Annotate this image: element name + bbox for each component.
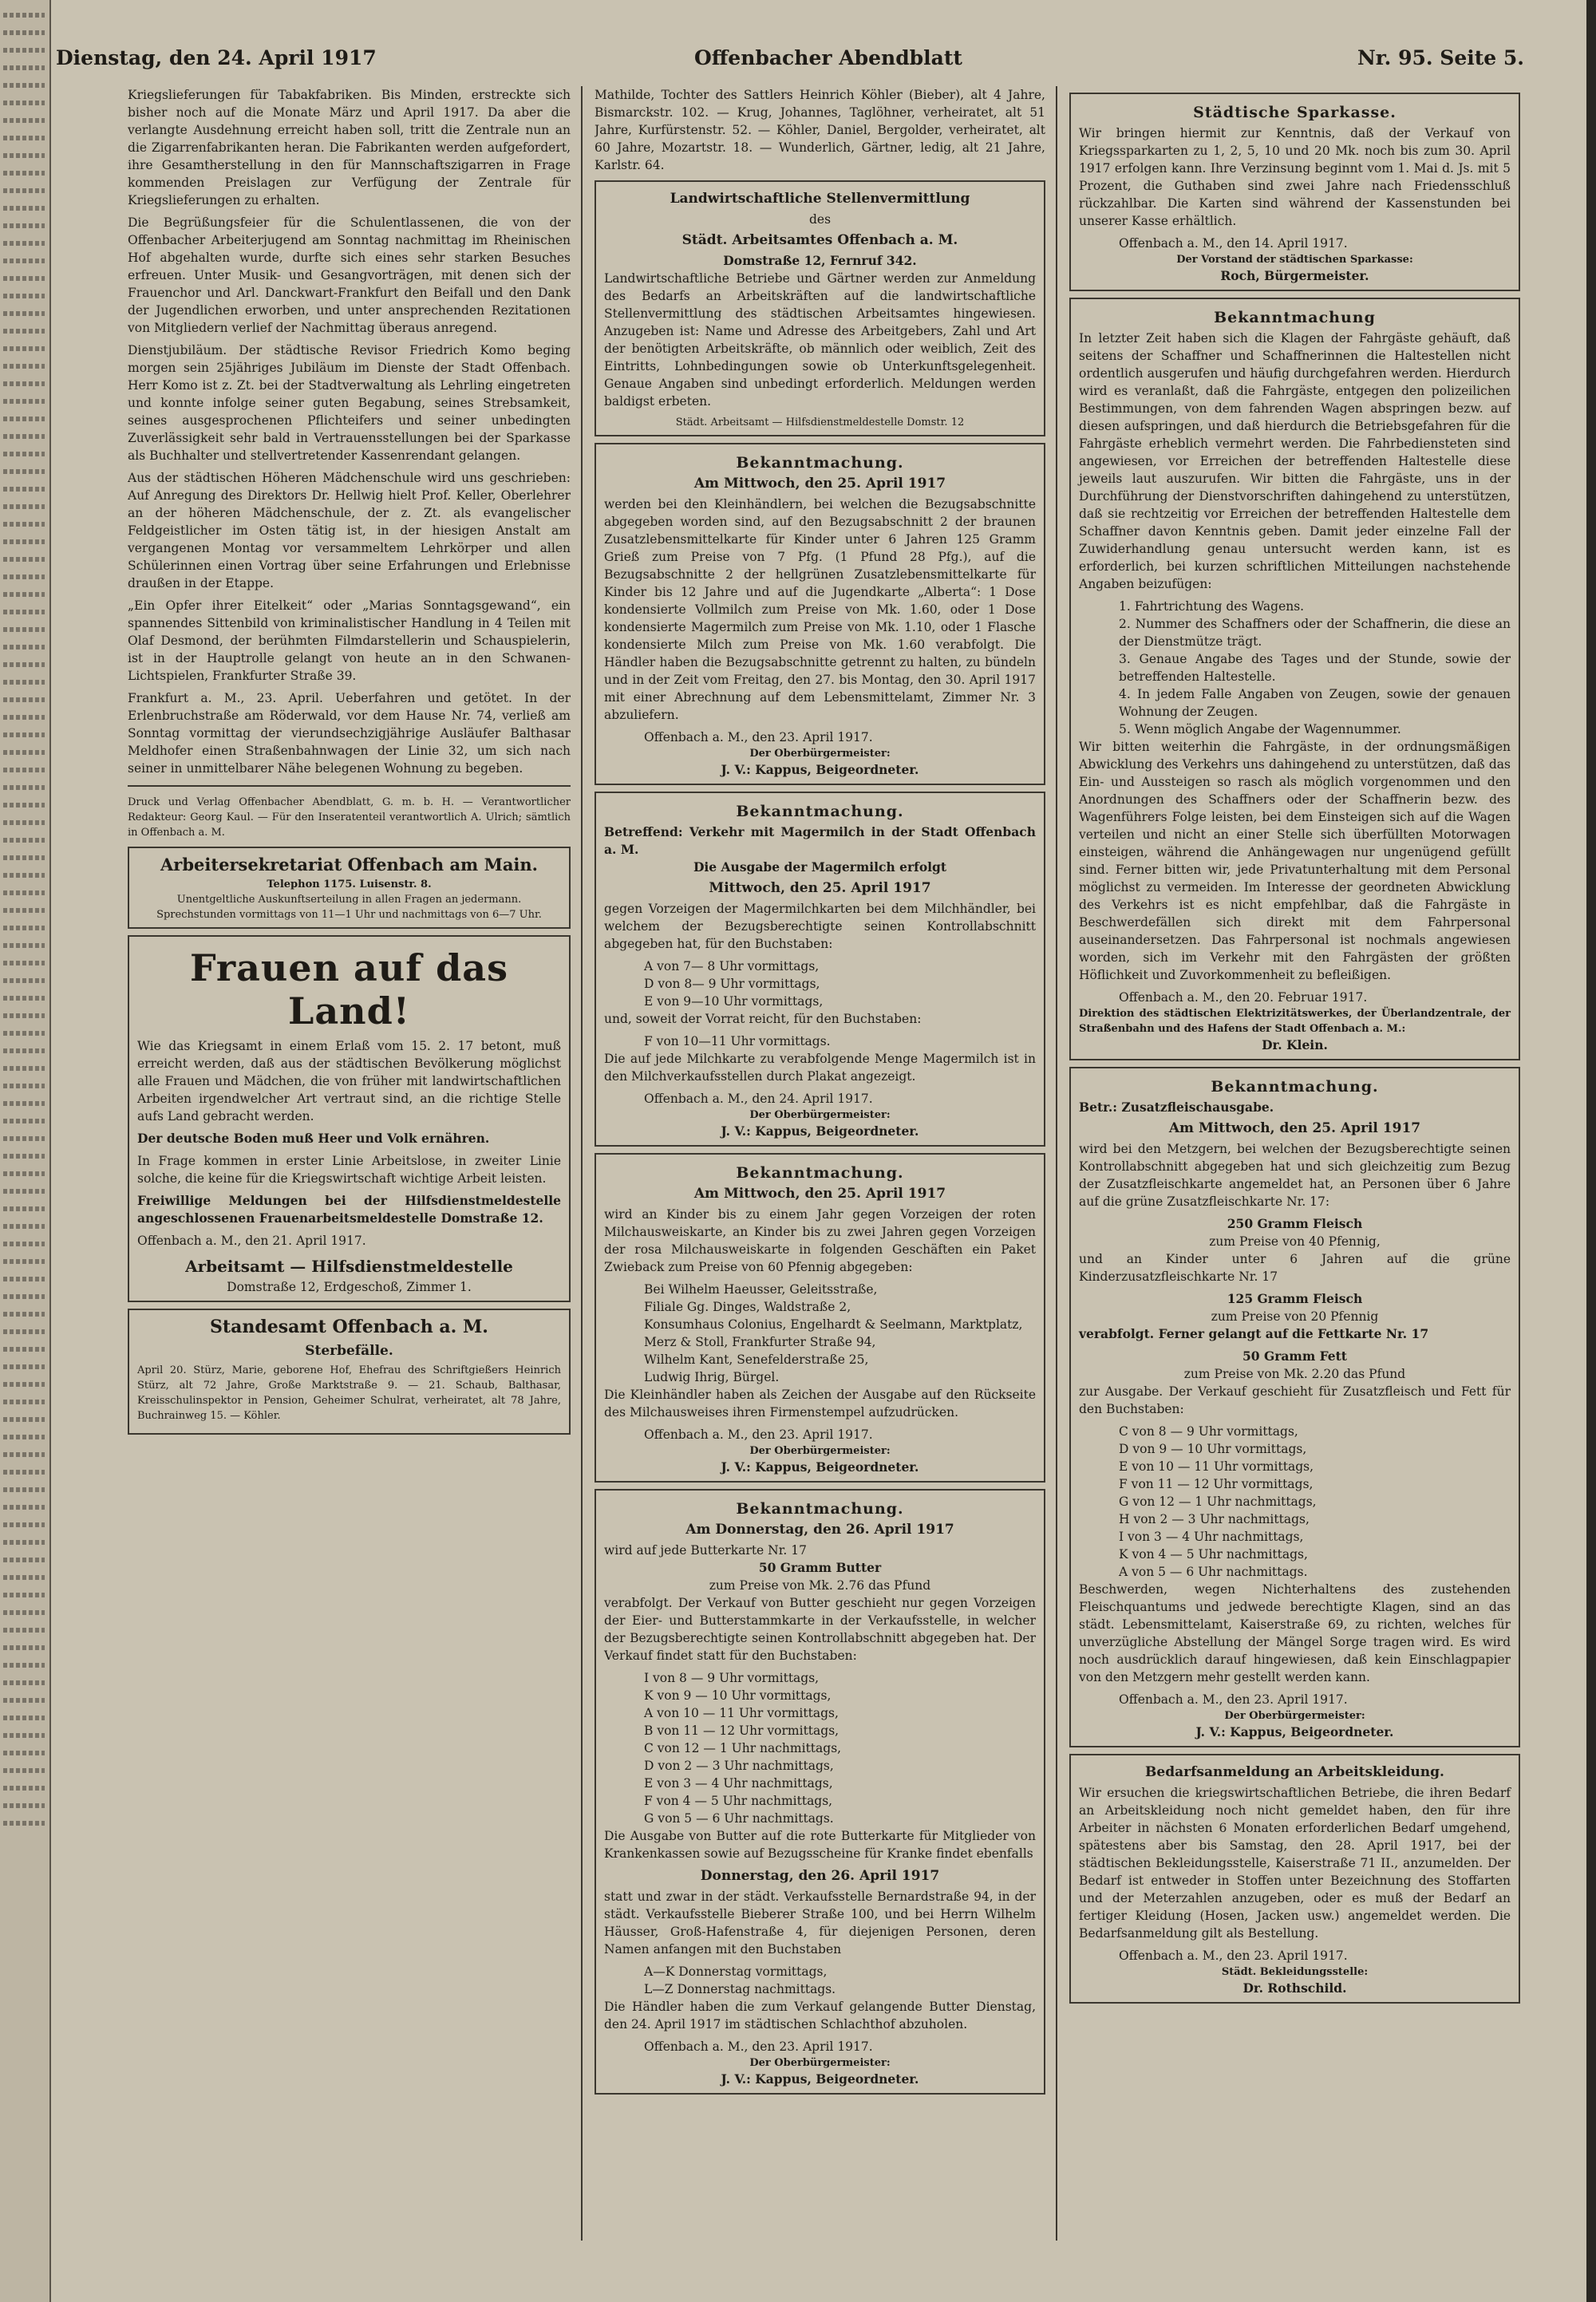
notice-bekanntmachung-1	[595, 443, 1045, 785]
notice-text: zur Ausgabe. Der Verkauf geschieht für Zusatzfleisch und Fett für den Buchstaben:	[1079, 1384, 1511, 1416]
header-date: Dienstag, den 24. April 1917	[56, 46, 377, 69]
notice-date: Offenbach a. M., den 23. April 1917.	[644, 1427, 873, 1442]
notice-text: wird an Kinder bis zu einem Jahr gegen Vorzeigen der roten Milchausweiskarte, an Kinder bis zu zwei Jahren gegen Vorzeigen der rosa Milchausweiskarte in folgenden Geschäften ein Paket Zwieback zum Preise von 60 Pfennig abgegeben:	[604, 1207, 1036, 1274]
standesamt-box	[128, 1309, 571, 1435]
list-item: Ludwig Ihrig, Bürgel.	[644, 1370, 780, 1384]
list-item: 4. In jedem Falle Angaben von Zeugen, sowie der genauen Wohnung der Zeugen.	[1119, 687, 1511, 719]
standesamt-title: Standesamt Offenbach a. M.	[210, 1317, 488, 1337]
notice-address: Domstraße 12, Fernruf 342.	[723, 253, 917, 268]
ad-headline: Frauen auf das Land!	[190, 946, 508, 1033]
list-item: A—K Donnerstag vormittags,	[644, 1964, 828, 1979]
notice-ob: Der Oberbürgermeister:	[749, 1445, 891, 1457]
notice-sign: J. V.: Kappus, Beigeordneter.	[721, 1123, 919, 1139]
list-item: D von 8— 9 Uhr vormittags,	[644, 977, 820, 991]
ad-text: Wie das Kriegsamt in einem Erlaß vom 15. 2. 17 betont, muß erreicht werden, daß aus der städtischen Bevölkerung möglichst alle Frauen und Mädchen, die von früher mit landwirtschaftlichen Arbeiten irgendwelcher Art vertraut sind, an die richtige Stelle aufs Land gebracht werden.	[137, 1039, 561, 1123]
notice-quantity: 250 Gramm Fleisch	[1227, 1216, 1363, 1231]
notice-subtitle: Betreffend: Verkehr mit Magermilch in der Stadt Offenbach a. M.	[604, 824, 1036, 857]
notice-sign: Roch, Bürgermeister.	[1220, 268, 1369, 283]
notice-sign: J. V.: Kappus, Beigeordneter.	[721, 2071, 919, 2087]
column-3	[1069, 86, 1520, 2272]
notice-title: Bekanntmachung.	[736, 1164, 904, 1182]
notice-price: zum Preise von 40 Pfennig,	[1209, 1234, 1381, 1249]
notice-text: Beschwerden, wegen Nichterhaltens des zustehenden Fleischquantums und jedwede berechtigte Klagen, sind an das städt. Lebensmittelamt, Kaiserstraße 69, zu richten, welches für unverzügliche Abstellung der Mängel Sorge tragen wird. Es wird noch ausdrücklich darauf hingewiesen, daß kein Einschlagpapier von den Metzgern mehr gestellt werden kann.	[1079, 1582, 1511, 1684]
notice-date: Offenbach a. M., den 23. April 1917.	[644, 730, 873, 744]
notice-text: Wir bitten weiterhin die Fahrgäste, in der ordnungsmäßigen Abwicklung des Verkehrs uns dahingehend zu unterstützen, daß das Ein- und Aussteigen so rasch als möglich vorgenommen und den Anordnungen des Schaffners oder der Schaffnerin bezw. des Wagenführers Folge leisten, bei dem Einsteigen sich auf die Wagen verteilen und nicht an einer Stelle sich überfüllten Motorwagen einsteigen, während die Anhängewagen nur ungenügend gefüllt sind. Ferner bitten wir, jede Privatunterhaltung mit dem Personal möglichst zu vermeiden. Im Interesse der geordneten Abwicklung des Verkehrs ist es nicht empfehlbar, daß die Fahrgäste in Beschwerdefällen sich direkt mit dem Fahrpersonal auseinandersetzen. Das Fahrpersonal ist nochmals angewiesen worden, sich im Verkehr mit den Fahrgästen der größten Höflichkeit und Zuvorkommenheit zu befleißigen.	[1079, 740, 1511, 982]
list-item: Wilhelm Kant, Senefelderstraße 25,	[644, 1352, 869, 1367]
notice-subtitle: Am Mittwoch, den 25. April 1917	[693, 476, 946, 492]
notice-price: zum Preise von Mk. 2.20 das Pfund	[1183, 1367, 1406, 1381]
notice-subtitle: Am Mittwoch, den 25. April 1917	[1168, 1120, 1421, 1136]
article-text: Dienstjubiläum. Der städtische Revisor Friedrich Komo beging morgen sein 25jähriges Jubiläum im Dienste der Stadt Offenbach. Herr Komo ist z. Zt. bei der Stadtverwaltung als Lehrling eingetreten und konnte infolge seiner guten Begabung, seines Strebsamkeit, seines ausgesprochenen Pflichteifers und seiner unbedingten Zuverlässigkeit sehr bald in Vertrauensstellungen bei der Sparkasse als Buchhalter und stellvertretender Kassenrendant gelangen.	[128, 343, 571, 463]
article-text: Frankfurt a. M., 23. April. Ueberfahren und getötet. In der Erlenbruchstraße am Röderwald, vor dem Hause Nr. 74, verließ am Sonntag vormittag der vierundsechzigjährige Ausläufer Balthasar Meldhofer einen Straßenbahnwagen der Linie 32, um sich nach seiner in unmittelbarer Nähe belegenen Wohnung zu begeben.	[128, 691, 571, 776]
article-text: Kriegslieferungen für Tabakfabriken. Bis Minden, erstreckte sich bisher noch auf die Monate März und April 1917. Da aber die verlangte Ausdehnung erreicht haben soll, tritt die Zentrale nun an die Zigarrenfabrikanten heran. Die Fabrikanten werden aufgefordert, ihre Gesamtherstellung in den für Mannschaftszigarren in Frage kommenden Preislagen zur Verfügung der Zentrale für Kriegslieferungen zu erhalten.	[128, 88, 571, 207]
article-text: Die Begrüßungsfeier für die Schulentlassenen, die von der Offenbacher Arbeiterjugend am Sonntag nachmittag im Rheinischen Hof abgehalten wurde, durfte sich eines sehr starken Besuches erfreuen. Unter Musik- und Gesangvorträgen, mit denen sich der Frauenchor und Arl. Danckwart-Frankfurt den Beifall und den Dank der Jugendlichen erworben, und unter ansprechenden Rezitationen von Mitgliedern verlief der Nachmittag überaus anregend.	[128, 215, 571, 335]
notice-zusatzfleisch	[1069, 1067, 1520, 1747]
ad-arbeitersekretariat	[128, 847, 571, 929]
notice-date: Offenbach a. M., den 20. Februar 1917.	[1119, 990, 1368, 1005]
list-item: B von 11 — 12 Uhr vormittags,	[644, 1724, 839, 1738]
notice-ob: Der Oberbürgermeister:	[1224, 1710, 1365, 1722]
article-text: „Ein Opfer ihrer Eitelkeit“ oder „Marias Sonntagsgewand“, ein spannendes Sittenbild von kriminalistischer Handlung in 4 Teilen mit Olaf Desmond, der berühmten Filmdarstellerin und Schauspielerin, ist in der Hauptrolle gelangt von heute an in den Schwanen-Lichtspielen, Frankfurter Straße 39.	[128, 598, 571, 683]
notice-org: Direktion des städtischen Elektrizitätswerkes, der Überlandzentrale, der Straßenbahn und des Hafens der Stadt Offenbach a. M.:	[1079, 1008, 1511, 1035]
notice-text: Die auf jede Milchkarte zu verabfolgende Menge Magermilch ist in den Milchverkaufsstellen durch Plakat angezeigt.	[604, 1052, 1036, 1084]
notice-sign: Dr. Rothschild.	[1242, 1980, 1347, 1996]
notice-title: Bekanntmachung.	[1211, 1078, 1379, 1096]
notice-text: In letzter Zeit haben sich die Klagen der Fahrgäste gehäuft, daß seitens der Schaffner und Schaffnerinnen die Haltestellen nicht ordentlich ausgerufen und häufig durchgefahren werden. Hierdurch wird es veranlaßt, daß die Fahrgäste, entgegen den polizeilichen Bestimmungen, von dem fahrenden Wagen abspringen bezw. auf diesen aufspringen, und daß hierdurch die Betriebsgefahren für die Fahrgäste erheblich vermehrt werden. Die Fahrbediensteten sind angewiesen, vor Erreichen der betreffenden Haltestelle diese jeweils laut auszurufen. Wir bitten die Fahrgäste, uns in der Durchführung der Dienstvorschriften dahingehend zu unterstützen, daß sie rechtzeitig vor Erreichen der betreffenden Haltestelle dem Schaffner davon Kenntnis geben. Damit jeder einzelne Fall der Zuwiderhandlung genau untersucht werden kann, ist es erforderlich, bei kurzen schriftlichen Mitteilungen nachstehende Angaben beizufügen:	[1079, 331, 1511, 591]
notice-title: Bedarfsanmeldung an Arbeitskleidung.	[1145, 1764, 1444, 1780]
notice-day: Donnerstag, den 26. April 1917	[700, 1868, 940, 1884]
notice-title: Landwirtschaftliche Stellenvermittlung	[670, 191, 970, 207]
list-item: I von 3 — 4 Uhr nachmittags,	[1119, 1530, 1304, 1544]
list-item: 3. Genaue Angabe des Tages und der Stunde, sowie der betreffenden Haltestelle.	[1119, 652, 1511, 684]
notice-text: werden bei den Kleinhändlern, bei welchen die Bezugsabschnitte abgegeben worden sind, auf den Bezugsabschnitt 2 der braunen Zusatzlebensmittelkarte für Kinder unter 6 Jahren 125 Gramm Grieß zum Preise von 7 Pfg. (1 Pfund 28 Pfg.), auf die Bezugsabschnitte 2 der hellgrünen Zusatzlebensmittelkarte für Kinder bis 12 Jahre und auf die Jugendkarte „Alberta“: 1 Dose kondensierte Vollmilch zum Preise von Mk. 1.60, oder 1 Dose kondensierte Magermilch zum Preise von Mk. 1.10, oder 1 Flasche kondensierte Milch zum Preise von Mk. 1.60 verabfolgt. Die Händler haben die Bezugsabschnitte getrennt zu halten, zu bündeln und in der Zeit vom Freitag, den 27. bis Montag, den 30. April 1917 mit einer Abrechnung auf dem Lebensmittelamt, Zimmer Nr. 3 abzuliefern.	[604, 497, 1036, 722]
column-1	[128, 86, 571, 2272]
notice-landwirtschaft	[595, 180, 1045, 436]
notice-subtitle: Am Donnerstag, den 26. April 1917	[685, 1522, 954, 1538]
notice-text: Wir ersuchen die kriegswirtschaftlichen Betriebe, die ihren Bedarf an Arbeitskleidung noch nicht gemeldet haben, den für ihre Arbeiter in nächsten 6 Monaten erforderlichen Bedarf umgehend, spätestens aber bis Samstag, den 28. April 1917, bei der städtischen Bekleidungsstelle, Kaiserstraße 71 II., anzumelden. Der Bedarf ist entweder in Stoffen unter Bezeichnung des Stoffarten und der Meterzahlen anzugeben, oder es muß der Bedarf an fertiger Kleidung (Hosen, Jacken usw.) angemeldet werden. Die Bedarfsanmeldung gilt als Bestellung.	[1079, 1786, 1511, 1941]
list-item: G von 5 — 6 Uhr nachmittags.	[644, 1811, 834, 1826]
notice-bekanntmachung-3	[595, 1153, 1045, 1483]
ad-info: Telephon 1175. Luisenstr. 8.	[267, 879, 432, 890]
notice-text: Wir bringen hiermit zur Kenntnis, daß der Verkauf von Kriegssparkarten zu 1, 2, 5, 10 und 20 Mk. noch bis zum 30. April 1917 erfolgen kann. Ihre Verzinsung beginnt vom 1. Mai d. Js. mit 5 Prozent, die Guthaben sind zwei Jahre nach Friedensschluß rückzahlbar. Die Karten sind während der Kassenstunden bei unserer Kasse erhältlich.	[1079, 126, 1511, 228]
list-item: C von 8 — 9 Uhr vormittags,	[1119, 1424, 1298, 1439]
notice-sign: J. V.: Kappus, Beigeordneter.	[721, 1459, 919, 1475]
list-item: K von 9 — 10 Uhr vormittags,	[644, 1688, 832, 1703]
list-item: Bei Wilhelm Haeusser, Geleitsstraße,	[644, 1282, 878, 1297]
notice-title: Städtische Sparkasse.	[1193, 104, 1396, 121]
notice-sign: J. V.: Kappus, Beigeordneter.	[721, 762, 919, 777]
list-item: D von 2 — 3 Uhr nachmittags,	[644, 1759, 834, 1773]
notice-subtitle: Betr.: Zusatzfleischausgabe.	[1079, 1100, 1274, 1115]
list-item: Filiale Gg. Dinges, Waldstraße 2,	[644, 1300, 851, 1314]
notice-text: Die Ausgabe von Butter auf die rote Butterkarte für Mitglieder von Krankenkassen sowie auf Bezugsscheine für Kranke findet ebenfalls	[604, 1829, 1036, 1861]
notice-date: Offenbach a. M., den 23. April 1917.	[1119, 1949, 1348, 1963]
notice-text: statt und zwar in der städt. Verkaufsstelle Bernardstraße 94, in der städt. Verkaufsstelle Bieberer Straße 100, und bei Herrn Wilhelm Häusser, Groß-Hafenstraße 4, für diejenigen Personen, deren Namen anfangen mit den Buchstaben	[604, 1889, 1036, 1957]
list-item: A von 10 — 11 Uhr vormittags,	[644, 1706, 839, 1720]
notice-text: Die Kleinhändler haben als Zeichen der Ausgabe auf den Rückseite des Milchausweises ihren Firmenstempel aufzudrücken.	[604, 1388, 1036, 1420]
list-item: F von 11 — 12 Uhr vormittags,	[1119, 1477, 1314, 1491]
notice-org: Der Vorstand der städtischen Sparkasse:	[1176, 254, 1413, 266]
list-item: K von 4 — 5 Uhr nachmittags,	[1119, 1547, 1308, 1562]
notice-sign: Städt. Arbeitsamt — Hilfsdienstmeldestelle Domstr. 12	[675, 417, 965, 428]
imprint: Druck und Verlag Offenbacher Abendblatt, G. m. b. H. — Verantwortlicher Redakteur: Georg Kaul. — Für den Inseratenteil verantwortlich A. Ulrich; sämtlich in Offenbach a. M.	[128, 796, 571, 839]
notice-ob: Der Oberbürgermeister:	[749, 748, 891, 760]
ad-date: Offenbach a. M., den 21. April 1917.	[137, 1234, 366, 1248]
ad-text: Unentgeltliche Auskunftserteilung in allen Fragen an jedermann. Sprechstunden vormittags von 11—1 Uhr und nachmittags von 6—7 Uhr.	[156, 894, 542, 921]
notice-date: Offenbach a. M., den 24. April 1917.	[644, 1092, 873, 1106]
notice-subtitle: Am Mittwoch, den 25. April 1917	[693, 1186, 946, 1202]
notice-bekanntmachung-2	[595, 792, 1045, 1147]
notice-text: des	[808, 212, 832, 227]
list-item: A von 5 — 6 Uhr nachmittags.	[1119, 1565, 1308, 1579]
list-item: G von 12 — 1 Uhr nachmittags,	[1119, 1495, 1317, 1509]
notice-text: wird bei den Metzgern, bei welchen der Bezugsberechtigte seinen Kontrollabschnitt abgegeben hat und sich gleichzeitig zum Bezug der Zusatzfleischkarte angemeldet hat, an Personen über 6 Jahre auf die grüne Zusatzfleischkarte Nr. 17:	[1079, 1142, 1511, 1209]
notice-date: Offenbach a. M., den 23. April 1917.	[1119, 1692, 1348, 1707]
list-item: Konsumhaus Colonius, Engelhardt & Seelmann, Marktplatz,	[644, 1317, 1023, 1332]
list-item: 1. Fahrtrichtung des Wagens.	[1119, 599, 1305, 614]
ad-signature: Arbeitsamt — Hilfsdienstmeldestelle	[185, 1257, 513, 1276]
notice-date: Offenbach a. M., den 14. April 1917.	[1119, 236, 1348, 251]
list-item: E von 3 — 4 Uhr nachmittags,	[644, 1776, 833, 1791]
column-rule	[1056, 86, 1057, 2241]
notice-arbeitskleidung	[1069, 1754, 1520, 2004]
list-item: I von 8 — 9 Uhr vormittags,	[644, 1671, 820, 1685]
notice-sign: Dr. Klein.	[1262, 1037, 1328, 1052]
sterbefaelle-heading: Sterbefälle.	[305, 1343, 393, 1359]
list-item: 5. Wenn möglich Angabe der Wagennummer.	[1119, 722, 1401, 736]
notice-subtitle: Die Ausgabe der Magermilch erfolgt	[693, 859, 947, 875]
ad-frauen-auf-das-land	[128, 935, 571, 1302]
ad-title: Arbeitersekretariat Offenbach am Main.	[160, 855, 538, 875]
divider	[128, 785, 571, 787]
notice-quantity: 50 Gramm Fett	[1242, 1348, 1347, 1364]
notice-ob: Der Oberbürgermeister:	[749, 2057, 891, 2069]
notice-text: Landwirtschaftliche Betriebe und Gärtner werden zur Anmeldung des Bedarfs an Arbeitskräften auf die landwirtschaftliche Stellenvermittlung des städtischen Arbeitsamtes hingewiesen. Anzugeben ist: Name und Adresse des Arbeitgebers, Zahl und Art der benötigten Arbeitskräfte, ob männlich oder weiblich, Zeit des Eintritts, Lohnbedingungen sowie ob Unterkunftsgelegenheit. Genaue Angaben sind unbedingt erforderlich. Meldungen werden baldigst erbeten.	[604, 271, 1036, 409]
list-item: F von 10—11 Uhr vormittags.	[644, 1034, 831, 1048]
sterbefaelle-text: April 20. Stürz, Marie, geborene Hof, Ehefrau des Schriftgießers Heinrich Stürz, alt 72 Jahre, Große Marktstraße 9. — 21. Schaub, Balthasar, Kreisschulinspektor in Pension, Geheimer Schulrat, verheiratet, alt 78 Jahre, Buchrainweg 15. — Köhler.	[137, 1364, 561, 1422]
notice-ob: Der Oberbürgermeister:	[749, 1109, 891, 1121]
page-header	[56, 46, 1524, 78]
notice-title: Bekanntmachung.	[736, 454, 904, 472]
column-rule	[581, 86, 583, 2241]
notice-bekanntmachung-4	[595, 1489, 1045, 2095]
article-text: Aus der städtischen Höheren Mädchenschule wird uns geschrieben: Auf Anregung des Direktors Dr. Hellwig hielt Prof. Keller, Oberlehrer an der höheren Mädchenschule, der z. Zt. als evangelischer Feldgeistlicher im Osten tätig ist, in der hiesigen Anstalt am vergangenen Montag vor versammeltem Lehrkörper und allen Schülerinnen einen Vortrag über seine Erfahrungen und Erlebnisse draußen in der Etappe.	[128, 471, 571, 590]
ad-address: Domstraße 12, Erdgeschoß, Zimmer 1.	[227, 1280, 472, 1294]
list-item: C von 12 — 1 Uhr nachmittags,	[644, 1741, 842, 1755]
notice-quantity: 125 Gramm Fleisch	[1227, 1291, 1363, 1306]
list-item: F von 4 — 5 Uhr nachmittags,	[644, 1794, 833, 1808]
notice-text: und an Kinder unter 6 Jahren auf die grüne Kinderzusatzfleischkarte Nr. 17	[1079, 1252, 1511, 1284]
list-item: E von 10 — 11 Uhr vormittags,	[1119, 1459, 1314, 1474]
notice-text: Die Händler haben die zum Verkauf gelangende Butter Dienstag, den 24. April 1917 im städtischen Schlachthof abzuholen.	[604, 2000, 1036, 2032]
notice-text: und, soweit der Vorrat reicht, für den Buchstaben:	[604, 1012, 922, 1026]
notice-org: Städt. Bekleidungsstelle:	[1221, 1966, 1369, 1978]
list-item: D von 9 — 10 Uhr vormittags,	[1119, 1442, 1307, 1456]
header-paper-title: Offenbacher Abendblatt	[694, 46, 962, 69]
ad-text: In Frage kommen in erster Linie Arbeitslose, in zweiter Linie solche, die keine für die Kriegswirtschaft wichtige Arbeit leisten.	[137, 1154, 561, 1186]
notice-strassenbahn	[1069, 298, 1520, 1060]
column-2	[595, 86, 1045, 2272]
article-text: Mathilde, Tochter des Sattlers Heinrich Köhler (Bieber), alt 4 Jahre, Bismarckstr. 102. — Krug, Johannes, Taglöhner, verheiratet, alt 51 Jahre, Kurfürstenstr. 52. — Köhler, Daniel, Bergolder, verheiratet, alt 60 Jahre, Mozartstr. 18. — Wunderlich, Gärtner, ledig, alt 21 Jahre, Karlstr. 64.	[595, 88, 1045, 172]
notice-text: wird auf jede Butterkarte Nr. 17	[604, 1543, 808, 1558]
ad-text: Der deutsche Boden muß Heer und Volk ernähren.	[137, 1131, 490, 1146]
notice-subtitle: Städt. Arbeitsamtes Offenbach a. M.	[681, 232, 958, 248]
notice-text: gegen Vorzeigen der Magermilchkarten bei dem Milchhändler, bei welchem der Bezugsberechtigte seinen Kontrollabschnitt abgegeben hat, für den Buchstaben:	[604, 902, 1036, 951]
header-page-number: Nr. 95. Seite 5.	[1357, 46, 1524, 69]
list-item: L—Z Donnerstag nachmittags.	[644, 1982, 836, 1996]
list-item: Merz & Stoll, Frankfurter Straße 94,	[644, 1335, 876, 1349]
previous-page-edge	[0, 0, 51, 2302]
notice-title: Bekanntmachung	[1214, 309, 1376, 326]
list-item: 2. Nummer des Schaffners oder der Schaffnerin, die diese an der Dienstmütze trägt.	[1119, 617, 1511, 649]
notice-day: Mittwoch, den 25. April 1917	[709, 880, 931, 896]
notice-quantity: 50 Gramm Butter	[758, 1560, 882, 1575]
list-item: A von 7— 8 Uhr vormittags,	[644, 959, 820, 973]
notice-text: verabfolgt. Ferner gelangt auf die Fettkarte Nr. 17	[1079, 1326, 1429, 1341]
notice-date: Offenbach a. M., den 23. April 1917.	[644, 2039, 873, 2054]
binding-edge	[1586, 0, 1596, 2302]
list-item: H von 2 — 3 Uhr nachmittags,	[1119, 1512, 1310, 1526]
notice-sign: J. V.: Kappus, Beigeordneter.	[1195, 1724, 1394, 1739]
notice-title: Bekanntmachung.	[736, 803, 904, 820]
list-item: E von 9—10 Uhr vormittags,	[644, 994, 824, 1009]
notice-title: Bekanntmachung.	[736, 1500, 904, 1518]
ad-text: Freiwillige Meldungen bei der Hilfsdienstmeldestelle angeschlossenen Frauenarbeitsmeldestelle Domstraße 12.	[137, 1193, 561, 1226]
notice-text: verabfolgt. Der Verkauf von Butter geschieht nur gegen Vorzeigen der Eier- und Butterstammkarte in der Verkaufsstelle, in welcher der Bezugsberechtigte seinen Kontrollabschnitt abgegeben hat. Der Verkauf findet statt für den Buchstaben:	[604, 1596, 1036, 1663]
notice-sparkasse	[1069, 93, 1520, 291]
notice-price: zum Preise von Mk. 2.76 das Pfund	[709, 1578, 931, 1593]
notice-price: zum Preise von 20 Pfennig	[1211, 1309, 1379, 1324]
